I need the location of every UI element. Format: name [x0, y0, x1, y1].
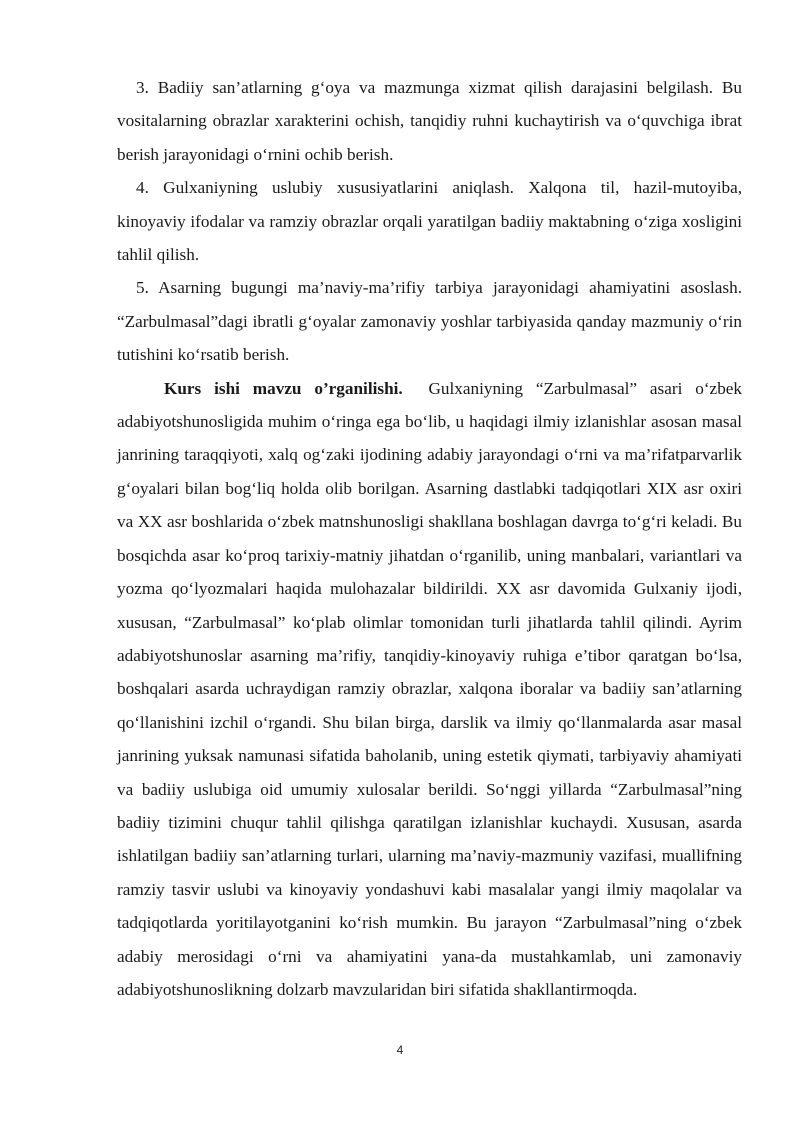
- list-paragraph-3: 3. Badiiy san’atlarning g‘oya va mazmunga xizmat qilish darajasini belgilash. Bu vositalarning obrazlar xarakterini ochish, tanqidiy ruhni kuchaytirish va o‘quvchiga ibrat berish jarayonidagi o‘rnini ochib berish.: [117, 78, 742, 164]
- section-body-text: Gulxaniyning “Zarbulmasal” asari o‘zbek adabiyotshunosligida muhim o‘ringa ega bo‘lib, u haqidagi ilmiy izlanishlar asosan masal janrining taraqqiyoti, xalq og‘zaki ijodining adabiy jarayondagi o‘rni va ma’rifatparvarlik g‘oyalari bilan bog‘liq holda olib borilgan. Asarning dastlabki tadqiqotlari XIX asr oxiri va XX asr boshlarida o‘zbek matnshunosligi shakllana boshlagan davrga to‘g‘ri keladi. Bu bosqichda asar ko‘proq tarixiy-matniy jihatdan o‘rganilib, uning manbalari, variantlari va yozma qo‘lyozmalari haqida mulohazalar bildirildi. XX asr davomida Gulxaniy ijodi, xususan, “Zarbulmasal” ko‘plab olimlar tomonidan turli jihatlarda tahlil qilindi. Ayrim adabiyotshunoslar asarning ma’rifiy, tanqidiy-kinoyaviy ruhiga e’tibor qaratgan bo‘lsa, boshqalari asarda uchraydigan ramziy obrazlar, xalqona iboralar va badiiy san’atlarning qo‘llanishini izchil o‘rgandi. Shu bilan birga, darslik va ilmiy qo‘llanmalarda asar masal janrining yuksak namunasi sifatida baholanib, uning estetik qiymati, tarbiyaviy ahamiyati va badiiy uslubiga oid umumiy xulosalar berildi. So‘nggi yillarda “Zarbulmasal”ning badiiy tizimini chuqur tahlil qilishga qaratilgan izlanishlar kuchaydi. Xususan, asarda ishlatilgan badiiy san’atlarning turlari, ularning ma’naviy-mazmuniy vazifasi, muallifning ramziy tasvir uslubi va kinoyaviy yondashuvi kabi masalalar yangi ilmiy maqolalar va tadqiqotlarda yoritilayotganini ko‘rish mumkin. Bu jarayon “Zarbulmasal”ning o‘zbek adabiy merosidagi o‘rni va ahamiyatini yana-da mustahkamlab, uni zamonaviy adabiyotshunoslikning dolzarb mavzularidan biri sifatida shakllantirmoqda.: [117, 378, 743, 999]
- page-body: [117, 71, 742, 1006]
- list-paragraph-4: 4. Gulxaniyning uslubiy xususiyatlarini aniqlash. Xalqona til, hazil-mutoyiba, kinoyaviy ifodalar va ramziy obrazlar orqali yaratilgan badiiy maktabning o‘ziga xosligini tahlil qilish.: [117, 178, 742, 265]
- page-number: 4: [396, 1043, 404, 1057]
- study-section-paragraph: [117, 372, 742, 1007]
- list-paragraph-5: 5. Asarning bugungi ma’naviy-ma’rifiy tarbiya jarayonidagi ahamiyatini asoslash. “Zarbulmasal”dagi ibratli g‘oyalar zamonaviy yoshlar tarbiyasida qanday mazmuniy o‘rin tutishini ko‘rsatib berish.: [117, 278, 742, 365]
- section-heading: Kurs ishi mavzu o’rganilishi.: [164, 378, 403, 398]
